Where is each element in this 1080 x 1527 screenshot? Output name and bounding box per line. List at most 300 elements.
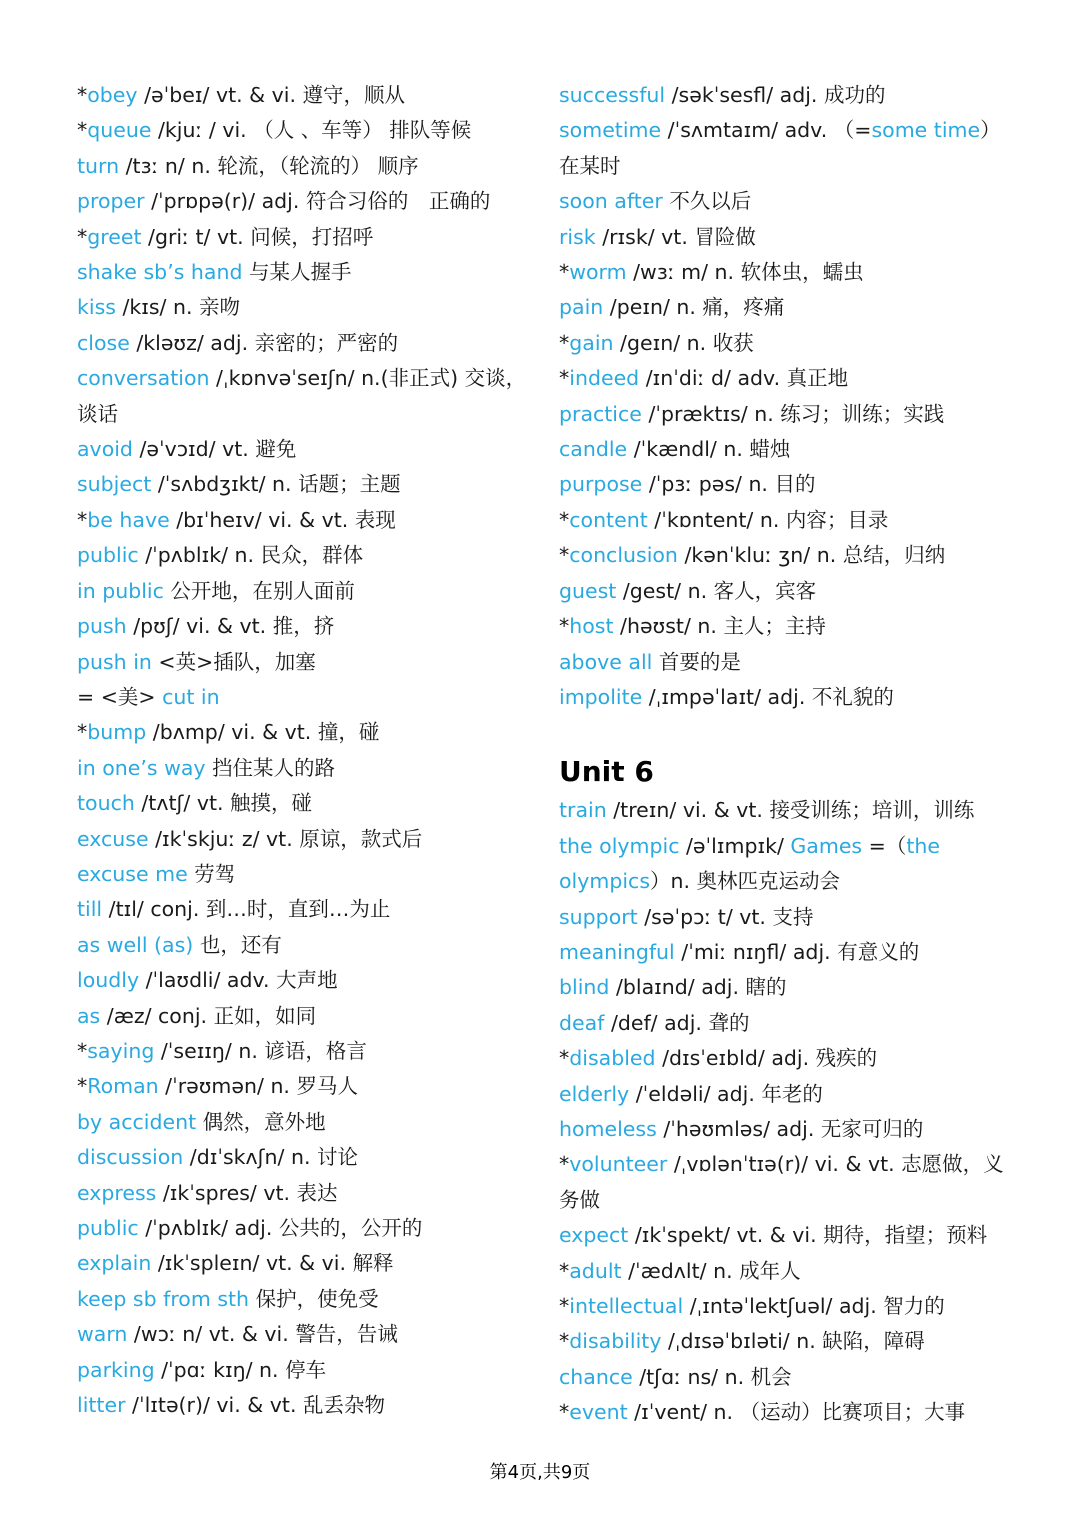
part-of-speech: n. — [714, 260, 735, 285]
part-of-speech: n. — [687, 578, 708, 603]
star-marker: * — [559, 1152, 570, 1177]
vocab-entry — [77, 963, 529, 998]
pronunciation: /ɪkˈskjuː z/ — [155, 826, 260, 851]
vocab-word: saying — [87, 1038, 155, 1063]
vocab-word: elderly — [559, 1081, 630, 1106]
vocab-entry — [77, 1353, 529, 1388]
vocab-word: keep sb from sth — [77, 1286, 250, 1311]
pronunciation: /ˌɪmpəˈlaɪt/ — [648, 684, 762, 709]
part-of-speech: n. — [272, 472, 292, 497]
definition: 话题；主题 — [298, 472, 401, 497]
vocab-word: discussion — [77, 1145, 184, 1170]
vocab-entry — [559, 793, 1007, 828]
vocab-word: successful — [559, 83, 666, 107]
vocab-entry — [77, 857, 529, 892]
vocab-entry — [559, 970, 1007, 1005]
part-of-speech: vi. & vt. — [814, 1152, 895, 1177]
vocab-word: bump — [87, 720, 147, 745]
pronunciation: /səkˈsesfl/ — [671, 83, 774, 107]
star-marker: * — [559, 1400, 570, 1425]
pronunciation: /ɪkˈspleɪn/ — [157, 1251, 260, 1276]
part-of-speech: vi. & vt. — [682, 798, 763, 823]
definition: （人 、车等） 排队等候 — [253, 118, 472, 143]
star-marker: * — [559, 543, 570, 568]
part-of-speech: vt. — [196, 791, 224, 816]
part-of-speech: n. — [748, 472, 768, 497]
star-marker: * — [559, 330, 570, 355]
vocab-word: blind — [559, 975, 610, 1000]
part-of-speech: adv. — [784, 118, 828, 143]
vocab-entry — [559, 1395, 1007, 1430]
vocab-entry — [77, 999, 529, 1034]
part-of-speech: vt. — [263, 1180, 291, 1205]
vocab-word: express — [77, 1180, 157, 1205]
definition: 有意义的 — [837, 939, 920, 964]
vocab-entry — [559, 1112, 1007, 1147]
definition: 触摸，碰 — [230, 791, 313, 816]
pronunciation: /rɪsk/ — [602, 224, 655, 249]
pronunciation: /həʊst/ — [620, 614, 691, 639]
vocab-word: till — [77, 897, 103, 922]
vocab-entry — [559, 432, 1007, 467]
pronunciation: /dɪˈskʌʃn/ — [189, 1145, 285, 1170]
definition: 瞎的 — [745, 975, 787, 1000]
part-of-speech: adj. — [776, 1116, 815, 1141]
vocab-word: greet — [87, 224, 142, 249]
definition: 成年人 — [739, 1258, 801, 1283]
vocab-entry — [559, 1041, 1007, 1076]
vocab-entry — [77, 361, 529, 432]
vocab-word: push in — [77, 649, 152, 674]
definition: 避免 — [255, 437, 297, 462]
definition: 总结，归纳 — [842, 543, 946, 568]
definition: 也，还有 — [199, 932, 282, 957]
pronunciation: /kənˈkluː ʒn/ — [684, 543, 811, 568]
definition: 蜡烛 — [749, 437, 791, 462]
definition: 正如，如同 — [213, 1003, 317, 1028]
part-of-speech: adj. — [261, 189, 300, 214]
pronunciation: /def/ — [610, 1010, 658, 1035]
vocab-word: parking — [77, 1357, 155, 1382]
vocab-entry — [77, 645, 529, 680]
vocab-word: indeed — [569, 366, 640, 391]
vocab-word: cut in — [162, 684, 220, 709]
vocab-entry — [559, 467, 1007, 502]
pronunciation: /səˈpɔː t/ — [644, 904, 733, 929]
part-of-speech: conj. — [158, 1003, 208, 1028]
part-of-speech: vi. & vt. — [186, 614, 267, 639]
vocab-entry — [77, 538, 529, 573]
vocab-word: kiss — [77, 295, 116, 320]
part-of-speech: adj. — [767, 684, 806, 709]
part-of-speech: vt. & vi. — [265, 1251, 347, 1276]
vocab-word: excuse me — [77, 861, 188, 886]
pronunciation: /æz/ — [106, 1003, 152, 1028]
pronunciation: /peɪn/ — [609, 295, 670, 320]
vocab-entry — [559, 1254, 1007, 1289]
vocab-entry — [77, 432, 529, 467]
part-of-speech: adj. — [717, 1081, 755, 1106]
part-of-speech: n.(非正式) — [361, 366, 459, 391]
definition: 符合习俗的 正确的 — [305, 189, 491, 214]
definition: 问候，打招呼 — [250, 224, 374, 249]
vocab-word: guest — [559, 578, 617, 603]
part-of-speech: n. — [723, 437, 743, 462]
vocab-entry — [77, 503, 529, 538]
definition: 原谅，款式后 — [299, 826, 423, 851]
definition: 轮流，（轮流的） 顺序 — [217, 153, 419, 178]
vocab-entry — [77, 715, 529, 750]
definition: 接受训练；培训，训练 — [769, 798, 975, 823]
vocab-entry — [77, 1211, 529, 1246]
star-marker: * — [559, 1046, 570, 1071]
vocab-entry — [559, 1324, 1007, 1359]
star-marker: * — [559, 366, 570, 391]
part-of-speech: n. — [724, 1364, 745, 1389]
part-of-speech: adv. — [226, 968, 270, 993]
pronunciation: /ɪˈvent/ — [634, 1400, 708, 1425]
definition: 支持 — [772, 904, 814, 929]
definition: 目的 — [774, 472, 816, 497]
vocab-entry — [559, 326, 1007, 361]
pronunciation: /ˈmiː nɪŋfl/ — [681, 939, 787, 964]
vocab-word: shake sb’s hand — [77, 260, 243, 285]
pronunciation: /kləʊz/ — [136, 330, 204, 355]
vocab-word: train — [559, 798, 607, 823]
vocab-word: soon after — [559, 189, 663, 214]
definition: 劳驾 — [194, 861, 236, 886]
vocab-entry — [559, 255, 1007, 290]
definition: （运动）比赛项目；大事 — [739, 1400, 966, 1425]
note-open: （= — [833, 118, 872, 143]
note-close: ）在某时 — [559, 118, 1001, 178]
part-of-speech: adj. — [838, 1294, 877, 1318]
pronunciation: /tʃɑː ns/ — [639, 1364, 719, 1389]
definition: 大声地 — [276, 968, 338, 993]
vocab-word: litter — [77, 1393, 126, 1418]
pronunciation: /ˌdɪsəˈbɪləti/ — [668, 1329, 790, 1354]
definition: 不礼貌的 — [811, 684, 894, 709]
vocab-entry — [77, 184, 529, 219]
vocab-entry — [77, 1388, 529, 1423]
vocab-word: loudly — [77, 968, 140, 993]
vocab-entry — [77, 113, 529, 148]
part-of-speech: adv. — [737, 366, 781, 391]
definition: 乱丢杂物 — [303, 1393, 386, 1418]
part-of-speech: n. — [172, 295, 193, 320]
vocab-word: event — [569, 1400, 628, 1425]
vocab-entry — [77, 609, 529, 644]
pronunciation: /treɪn/ — [613, 798, 677, 823]
vocab-entry — [559, 645, 1007, 680]
vocab-word: conclusion — [569, 543, 678, 568]
vocab-entry — [559, 900, 1007, 935]
vocab-word: queue — [87, 118, 152, 143]
definition: 表达 — [296, 1180, 338, 1205]
vocab-word: touch — [77, 791, 135, 816]
pronunciation: /ˈrəʊmən/ — [165, 1074, 264, 1099]
star-marker: * — [77, 507, 88, 532]
definition: 遵守，顺从 — [302, 83, 406, 107]
vocab-entry — [559, 1289, 1007, 1324]
vocab-entry — [77, 78, 529, 113]
vocab-word: obey — [87, 83, 138, 107]
star-marker: * — [77, 118, 88, 143]
vocab-word: in public — [77, 578, 164, 603]
part-of-speech: adj. — [771, 1046, 810, 1071]
definition: 表现 — [354, 507, 396, 532]
vocab-entry — [559, 78, 1007, 113]
vocab-entry — [77, 1282, 529, 1317]
definition: 收获 — [712, 330, 754, 355]
vocab-word: as — [77, 1003, 101, 1028]
pronunciation: /ˌɪntəˈlektʃuəl/ — [689, 1294, 833, 1318]
part-of-speech: adj. — [792, 939, 831, 964]
part-of-speech: vt. & vi. — [736, 1223, 817, 1248]
pronunciation: /wɔː n/ — [133, 1322, 203, 1347]
vocab-word: push — [77, 614, 127, 639]
pronunciation: /geɪn/ — [620, 330, 681, 355]
vocab-word: subject — [77, 472, 152, 497]
definition: 智力的 — [883, 1294, 945, 1318]
pronunciation: /ˈkændl/ — [633, 437, 717, 462]
vocab-entry — [559, 1218, 1007, 1253]
part-of-speech: vt. — [222, 437, 249, 462]
vocab-entry — [559, 574, 1007, 609]
vocab-word: content — [569, 507, 648, 532]
vocab-word: avoid — [77, 437, 133, 462]
definition: 亲密的；严密的 — [254, 330, 399, 355]
vocab-entry — [559, 503, 1007, 538]
vocab-word: warn — [77, 1322, 128, 1347]
definition: 缺陷，障碍 — [822, 1329, 925, 1354]
pronunciation: /ˈædʌlt/ — [628, 1258, 707, 1283]
definition: 不久以后 — [669, 189, 752, 214]
vocab-entry — [559, 220, 1007, 255]
pronunciation: /ɪkˈspekt/ — [634, 1223, 731, 1248]
pronunciation: /wɜː m/ — [633, 260, 709, 285]
vocab-word: conversation — [77, 366, 210, 391]
vocab-entry — [559, 829, 1007, 900]
pronunciation: /ˈhəʊmləs/ — [663, 1116, 771, 1141]
note-word: some time — [871, 118, 981, 143]
star-marker: * — [559, 507, 570, 532]
definition: 真正地 — [786, 366, 849, 391]
vocab-entry — [77, 1176, 529, 1211]
part-of-speech: vi. — [222, 118, 247, 143]
pronunciation: /tʌtʃ/ — [141, 791, 191, 816]
vocab-word: close — [77, 330, 130, 355]
vocab-word: risk — [559, 224, 596, 249]
pronunciation: /əˈlɪmpɪk/ — [686, 833, 784, 858]
definition: 谚语，格言 — [264, 1038, 367, 1063]
vocab-entry — [77, 290, 529, 325]
vocab-word: proper — [77, 189, 145, 214]
star-marker: * — [77, 1038, 88, 1063]
definition: 期待，指望；预料 — [823, 1223, 988, 1248]
definition: 主人；主持 — [723, 614, 826, 639]
pronunciation: /bʌmp/ — [152, 720, 225, 745]
pronunciation: /ˈseɪɪŋ/ — [160, 1038, 232, 1063]
unit6-entries — [559, 793, 1007, 1430]
part-of-speech: vt. & vi. — [208, 1322, 289, 1347]
definition: 民众，群体 — [260, 543, 364, 568]
part-of-speech: n. — [270, 1074, 290, 1099]
entry-mid: =（ — [862, 833, 907, 858]
part-of-speech: n. — [759, 507, 780, 532]
vocab-word: Roman — [87, 1074, 159, 1099]
definition: 警告，告诫 — [295, 1322, 398, 1347]
star-marker: * — [559, 1294, 570, 1318]
vocab-word: candle — [559, 437, 628, 462]
vocab-entry — [559, 397, 1007, 432]
vocab-entry — [77, 149, 529, 184]
part-of-speech: vt. — [739, 904, 766, 929]
vocab-word: purpose — [559, 472, 643, 497]
part-of-speech: n. — [796, 1329, 816, 1354]
definition: 公开地，在别人面前 — [170, 578, 355, 603]
vocab-word: adult — [569, 1258, 622, 1283]
pronunciation: /ˈsʌmtaɪm/ — [667, 118, 779, 143]
vocab-entry — [559, 1077, 1007, 1112]
star-marker: * — [559, 260, 570, 285]
pronunciation: /kɪs/ — [122, 295, 167, 320]
part-of-speech: adj. — [210, 330, 249, 355]
vocab-entry — [77, 751, 529, 786]
pronunciation: /tɪl/ — [108, 897, 144, 922]
pronunciation: /bɪˈheɪv/ — [176, 507, 262, 532]
pronunciation: /ˈpʌblɪk/ — [145, 1216, 229, 1240]
pronunciation: /tɜː n/ — [125, 153, 185, 178]
part-of-speech: n. — [754, 401, 774, 426]
definition: <英>插队，加塞 — [158, 649, 316, 674]
part-of-speech: adj. — [779, 83, 818, 107]
vocab-entry — [559, 113, 1007, 184]
entry-tail: ）n. 奥林匹克运动会 — [650, 869, 841, 894]
definition: 与某人握手 — [249, 260, 352, 285]
definition: 机会 — [750, 1364, 792, 1389]
pronunciation: /ɪkˈspres/ — [162, 1180, 257, 1205]
vocab-entry — [559, 290, 1007, 325]
definition: 软体虫，蠕虫 — [740, 260, 864, 285]
pronunciation: /blaɪnd/ — [615, 975, 695, 1000]
definition: 无家可归的 — [820, 1116, 924, 1141]
vocab-word: above all — [559, 649, 653, 674]
part-of-speech: n. — [290, 1145, 311, 1170]
right-column-entries — [559, 78, 1007, 715]
star-marker: * — [77, 224, 88, 249]
definition: 罗马人 — [296, 1074, 358, 1099]
definition: 年老的 — [761, 1081, 823, 1106]
part-of-speech: vi. & vt. — [216, 1393, 297, 1418]
vocab-entry — [77, 326, 529, 361]
vocab-word: public — [77, 543, 139, 568]
vocab-word: excuse — [77, 826, 149, 851]
pronunciation: /ˈkɒntent/ — [654, 507, 754, 532]
vocab-word: practice — [559, 401, 642, 426]
star-marker: * — [559, 614, 570, 639]
vocab-word: disabled — [569, 1046, 656, 1071]
pronunciation: /griː t/ — [148, 224, 211, 249]
vocab-entry — [77, 1246, 529, 1281]
definition: 痛，疼痛 — [702, 295, 785, 320]
definition: 冒险做 — [694, 224, 756, 249]
pronunciation: /dɪsˈeɪbld/ — [662, 1046, 765, 1071]
vocab-entry — [77, 1317, 529, 1352]
vocab-entry — [77, 467, 529, 502]
part-of-speech: n. — [713, 1258, 733, 1283]
vocab-word: worm — [569, 260, 627, 285]
definition: 志愿做，义务做 — [559, 1152, 1004, 1212]
vocab-entry — [77, 680, 529, 715]
part-of-speech: n. — [713, 1400, 734, 1425]
definition: 撞，碰 — [317, 720, 380, 745]
star-marker: * — [77, 720, 88, 745]
pronunciation: /ˈlɪtə(r)/ — [132, 1393, 210, 1418]
part-of-speech: vt. — [266, 826, 293, 851]
entry-prefix: = <美> — [77, 684, 163, 709]
part-of-speech: vt. — [661, 224, 688, 249]
vocab-word: by accident — [77, 1109, 197, 1134]
part-of-speech: vi. & vt. — [231, 720, 312, 745]
vocab-entry — [77, 892, 529, 927]
definition: 内容；目录 — [785, 507, 889, 532]
definition: 推，挤 — [272, 614, 335, 639]
vocab-word: as well (as) — [77, 932, 194, 957]
vocab-entry — [77, 1140, 529, 1175]
vocab-entry — [559, 680, 1007, 715]
definition: 停车 — [285, 1357, 327, 1382]
star-marker: * — [559, 1329, 570, 1354]
vocab-entry — [559, 361, 1007, 396]
star-marker: * — [77, 1074, 88, 1099]
vocab-word: intellectual — [569, 1294, 684, 1318]
definition: 偶然，意外地 — [202, 1109, 326, 1134]
vocab-word-2: Games — [790, 833, 863, 858]
part-of-speech: vt. & vi. — [215, 83, 296, 107]
vocab-word: explain — [77, 1251, 152, 1276]
vocab-word: chance — [559, 1364, 633, 1389]
vocab-word: the olympic — [559, 833, 680, 858]
part-of-speech: conj. — [150, 897, 200, 922]
vocab-word: sometime — [559, 118, 662, 143]
vocab-entry — [77, 786, 529, 821]
part-of-speech: n. — [259, 1357, 279, 1382]
vocab-word: be have — [87, 507, 170, 532]
part-of-speech: n. — [816, 543, 837, 568]
definition: 保护，使免受 — [255, 1286, 379, 1311]
vocab-word: gain — [569, 330, 614, 355]
pronunciation: /ˈlaʊdli/ — [145, 968, 221, 993]
vocab-entry — [77, 1069, 529, 1104]
vocab-entry — [77, 1105, 529, 1140]
vocab-word: impolite — [559, 684, 643, 709]
part-of-speech: adj. — [664, 1010, 702, 1035]
definition: 讨论 — [317, 1145, 359, 1170]
vocab-entry — [559, 1147, 1007, 1218]
definition: 交谈，谈话 — [77, 366, 527, 426]
part-of-speech: n. — [676, 295, 696, 320]
pronunciation: /ˈsʌbdʒɪkt/ — [157, 472, 266, 497]
part-of-speech: vt. — [217, 224, 244, 249]
definition: 首要的是 — [658, 649, 741, 674]
pronunciation: /əˈvɔɪd/ — [139, 437, 216, 462]
right-column — [559, 78, 1007, 1431]
part-of-speech: adj. — [701, 975, 739, 1000]
definition: 客人，宾客 — [713, 578, 817, 603]
definition: 解释 — [352, 1251, 394, 1276]
vocab-word: pain — [559, 295, 604, 320]
